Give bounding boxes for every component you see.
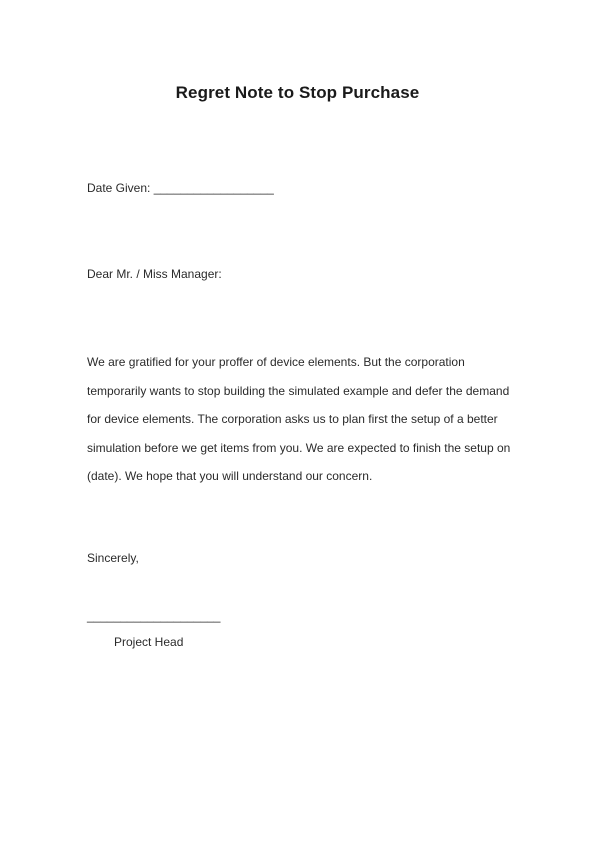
- date-given-line: Date Given: __________________: [87, 181, 274, 195]
- body-line: for device elements. The corporation asks us to plan first the setup of a better: [87, 412, 498, 426]
- body-line: temporarily wants to stop building the simulated example and defer the demand: [87, 383, 510, 398]
- signer-title: Project Head: [114, 635, 184, 649]
- closing: Sincerely,: [87, 551, 139, 565]
- body-line: (date). We hope that you will understand our concern.: [87, 469, 373, 483]
- signature-line: ____________________: [87, 609, 221, 623]
- body-line: simulation before we get items from you. We are expected to finish the setup on: [87, 440, 511, 455]
- letter-body: [87, 348, 511, 491]
- salutation: Dear Mr. / Miss Manager:: [87, 267, 222, 281]
- body-line: We are gratified for your proffer of device elements. But the corporation: [87, 355, 465, 369]
- page-title: Regret Note to Stop Purchase: [175, 83, 420, 102]
